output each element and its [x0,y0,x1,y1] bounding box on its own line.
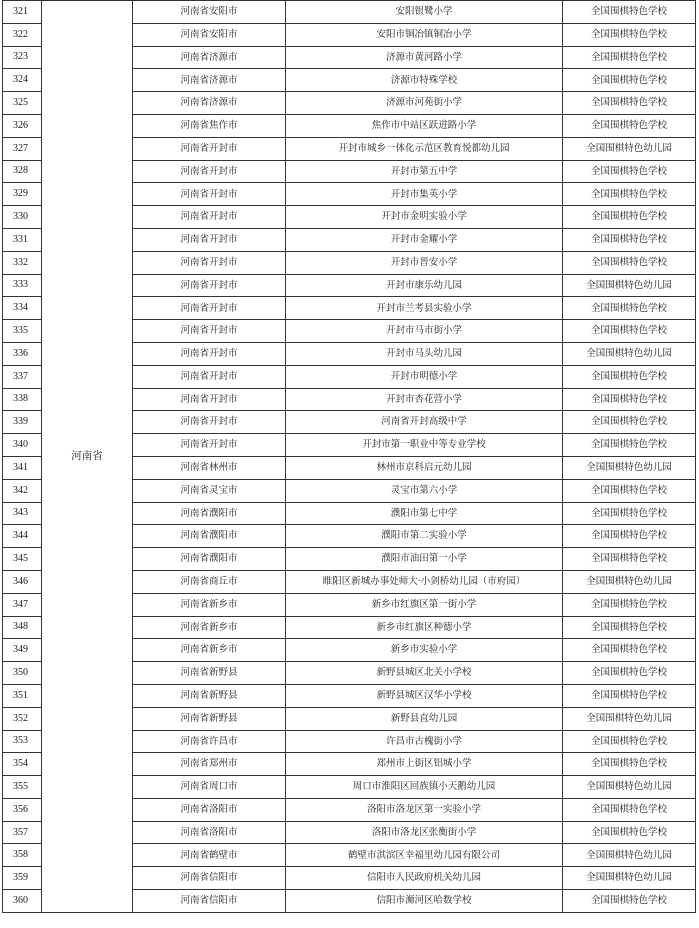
school-name-cell: 开封市第一职业中等专业学校 [286,434,563,457]
table-body [3,1,696,913]
city-cell: 河南省郑州市 [133,753,286,776]
school-type-cell: 全国围棋特色学校 [563,502,696,525]
city-cell: 河南省开封市 [133,206,286,229]
city-cell: 河南省济源市 [133,46,286,69]
school-type-cell: 全国围棋特色幼儿园 [563,137,696,160]
row-number: 347 [3,593,42,616]
school-name-cell: 开封市第五中学 [286,160,563,183]
school-type-cell: 全国围棋特色学校 [563,639,696,662]
school-type-cell: 全国围棋特色学校 [563,525,696,548]
school-name-cell: 开封市城乡一体化示范区教育悦都幼儿园 [286,137,563,160]
row-number: 349 [3,639,42,662]
city-cell: 河南省开封市 [133,434,286,457]
school-type-cell: 全国围棋特色学校 [563,160,696,183]
school-type-cell: 全国围棋特色幼儿园 [563,342,696,365]
city-cell: 河南省开封市 [133,365,286,388]
city-cell: 河南省信阳市 [133,890,286,913]
city-cell: 河南省周口市 [133,776,286,799]
school-type-cell: 全国围棋特色学校 [563,479,696,502]
school-name-cell: 安阳银鹭小学 [286,1,563,24]
city-cell: 河南省许昌市 [133,730,286,753]
city-cell: 河南省新野县 [133,662,286,685]
city-cell: 河南省洛阳市 [133,798,286,821]
city-cell: 河南省濮阳市 [133,548,286,571]
row-number: 348 [3,616,42,639]
city-cell: 河南省开封市 [133,160,286,183]
city-cell: 河南省新乡市 [133,616,286,639]
school-name-cell: 新野县城区汉华小学校 [286,684,563,707]
school-name-cell: 焦作市中站区跃进路小学 [286,114,563,137]
row-number: 340 [3,434,42,457]
school-name-cell: 济源市黄河路小学 [286,46,563,69]
school-name-cell: 洛阳市洛龙区张衡街小学 [286,821,563,844]
row-number: 346 [3,570,42,593]
school-type-cell: 全国围棋特色学校 [563,548,696,571]
school-name-cell: 开封市集英小学 [286,183,563,206]
city-cell: 河南省济源市 [133,92,286,115]
school-type-cell: 全国围棋特色学校 [563,411,696,434]
city-cell: 河南省开封市 [133,388,286,411]
school-name-cell: 开封市康乐幼儿园 [286,274,563,297]
city-cell: 河南省开封市 [133,297,286,320]
school-name-cell: 鹤壁市淇滨区幸福里幼儿园有限公司 [286,844,563,867]
city-cell: 河南省新乡市 [133,593,286,616]
school-name-cell: 睢阳区新城办事处师大·小剑桥幼儿园（市府园） [286,570,563,593]
row-number: 333 [3,274,42,297]
row-number: 358 [3,844,42,867]
school-name-cell: 林州市京科启元幼儿园 [286,456,563,479]
row-number: 350 [3,662,42,685]
row-number: 326 [3,114,42,137]
row-number: 330 [3,206,42,229]
row-number: 331 [3,228,42,251]
school-name-cell: 新乡市红旗区种德小学 [286,616,563,639]
school-type-cell: 全国围棋特色学校 [563,753,696,776]
school-name-cell: 济源市河苑街小学 [286,92,563,115]
school-name-cell: 新野县直幼儿园 [286,707,563,730]
table-row [3,1,696,24]
school-list-table [2,0,696,913]
row-number: 344 [3,525,42,548]
city-cell: 河南省开封市 [133,137,286,160]
school-name-cell: 济源市特殊学校 [286,69,563,92]
school-name-cell: 开封市晋安小学 [286,251,563,274]
school-name-cell: 开封市马头幼儿园 [286,342,563,365]
school-type-cell: 全国围棋特色学校 [563,434,696,457]
row-number: 334 [3,297,42,320]
city-cell: 河南省开封市 [133,342,286,365]
school-type-cell: 全国围棋特色学校 [563,593,696,616]
school-name-cell: 濮阳市第二实验小学 [286,525,563,548]
row-number: 360 [3,890,42,913]
row-number: 336 [3,342,42,365]
city-cell: 河南省开封市 [133,274,286,297]
school-type-cell: 全国围棋特色学校 [563,662,696,685]
school-name-cell: 开封市明德小学 [286,365,563,388]
row-number: 353 [3,730,42,753]
row-number: 328 [3,160,42,183]
school-type-cell: 全国围棋特色幼儿园 [563,776,696,799]
city-cell: 河南省安阳市 [133,23,286,46]
row-number: 335 [3,320,42,343]
row-number: 345 [3,548,42,571]
school-name-cell: 开封市杏花营小学 [286,388,563,411]
city-cell: 河南省开封市 [133,411,286,434]
school-name-cell: 安阳市铜冶镇铜冶小学 [286,23,563,46]
city-cell: 河南省洛阳市 [133,821,286,844]
city-cell: 河南省新乡市 [133,639,286,662]
school-type-cell: 全国围棋特色学校 [563,365,696,388]
school-name-cell: 许昌市古槐街小学 [286,730,563,753]
row-number: 343 [3,502,42,525]
row-number: 327 [3,137,42,160]
city-cell: 河南省开封市 [133,251,286,274]
school-name-cell: 开封市金明实验小学 [286,206,563,229]
city-cell: 河南省新野县 [133,684,286,707]
school-name-cell: 信阳市浉河区哈数学校 [286,890,563,913]
city-cell: 河南省灵宝市 [133,479,286,502]
school-type-cell: 全国围棋特色学校 [563,46,696,69]
school-type-cell: 全国围棋特色幼儿园 [563,274,696,297]
row-number: 325 [3,92,42,115]
city-cell: 河南省濮阳市 [133,525,286,548]
school-name-cell: 新野县城区北关小学校 [286,662,563,685]
row-number: 337 [3,365,42,388]
school-type-cell: 全国围棋特色学校 [563,297,696,320]
school-type-cell: 全国围棋特色幼儿园 [563,844,696,867]
school-type-cell: 全国围棋特色学校 [563,206,696,229]
city-cell: 河南省商丘市 [133,570,286,593]
city-cell: 河南省济源市 [133,69,286,92]
row-number: 359 [3,867,42,890]
school-type-cell: 全国围棋特色幼儿园 [563,867,696,890]
row-number: 322 [3,23,42,46]
school-type-cell: 全国围棋特色学校 [563,114,696,137]
row-number: 341 [3,456,42,479]
school-name-cell: 开封市金耀小学 [286,228,563,251]
school-type-cell: 全国围棋特色学校 [563,821,696,844]
city-cell: 河南省信阳市 [133,867,286,890]
school-type-cell: 全国围棋特色幼儿园 [563,456,696,479]
row-number: 357 [3,821,42,844]
row-number: 352 [3,707,42,730]
row-number: 323 [3,46,42,69]
city-cell: 河南省焦作市 [133,114,286,137]
row-number: 354 [3,753,42,776]
province-cell: 河南省 [42,1,133,913]
row-number: 356 [3,798,42,821]
city-cell: 河南省安阳市 [133,1,286,24]
school-type-cell: 全国围棋特色学校 [563,1,696,24]
school-name-cell: 郑州市上街区铝城小学 [286,753,563,776]
row-number: 329 [3,183,42,206]
school-type-cell: 全国围棋特色学校 [563,616,696,639]
school-name-cell: 信阳市人民政府机关幼儿园 [286,867,563,890]
row-number: 351 [3,684,42,707]
school-name-cell: 新乡市实验小学 [286,639,563,662]
school-type-cell: 全国围棋特色学校 [563,251,696,274]
school-name-cell: 开封市马市街小学 [286,320,563,343]
city-cell: 河南省开封市 [133,183,286,206]
school-name-cell: 濮阳市第七中学 [286,502,563,525]
city-cell: 河南省林州市 [133,456,286,479]
school-name-cell: 周口市淮阳区回族镇小天鹅幼儿园 [286,776,563,799]
school-type-cell: 全国围棋特色学校 [563,228,696,251]
school-type-cell: 全国围棋特色学校 [563,388,696,411]
school-type-cell: 全国围棋特色学校 [563,183,696,206]
school-type-cell: 全国围棋特色学校 [563,92,696,115]
row-number: 332 [3,251,42,274]
city-cell: 河南省开封市 [133,320,286,343]
school-name-cell: 河南省开封高级中学 [286,411,563,434]
school-type-cell: 全国围棋特色幼儿园 [563,707,696,730]
row-number: 339 [3,411,42,434]
school-name-cell: 濮阳市油田第一小学 [286,548,563,571]
school-type-cell: 全国围棋特色学校 [563,730,696,753]
school-type-cell: 全国围棋特色学校 [563,69,696,92]
row-number: 321 [3,1,42,24]
school-name-cell: 新乡市红旗区第一街小学 [286,593,563,616]
row-number: 355 [3,776,42,799]
row-number: 324 [3,69,42,92]
school-type-cell: 全国围棋特色学校 [563,890,696,913]
school-type-cell: 全国围棋特色学校 [563,320,696,343]
school-name-cell: 灵宝市第六小学 [286,479,563,502]
city-cell: 河南省新野县 [133,707,286,730]
row-number: 342 [3,479,42,502]
school-name-cell: 开封市兰考县实验小学 [286,297,563,320]
school-type-cell: 全国围棋特色学校 [563,684,696,707]
city-cell: 河南省鹤壁市 [133,844,286,867]
school-name-cell: 洛阳市洛龙区第一实验小学 [286,798,563,821]
row-number: 338 [3,388,42,411]
school-type-cell: 全国围棋特色学校 [563,23,696,46]
city-cell: 河南省开封市 [133,228,286,251]
school-type-cell: 全国围棋特色学校 [563,798,696,821]
city-cell: 河南省濮阳市 [133,502,286,525]
school-type-cell: 全国围棋特色幼儿园 [563,570,696,593]
